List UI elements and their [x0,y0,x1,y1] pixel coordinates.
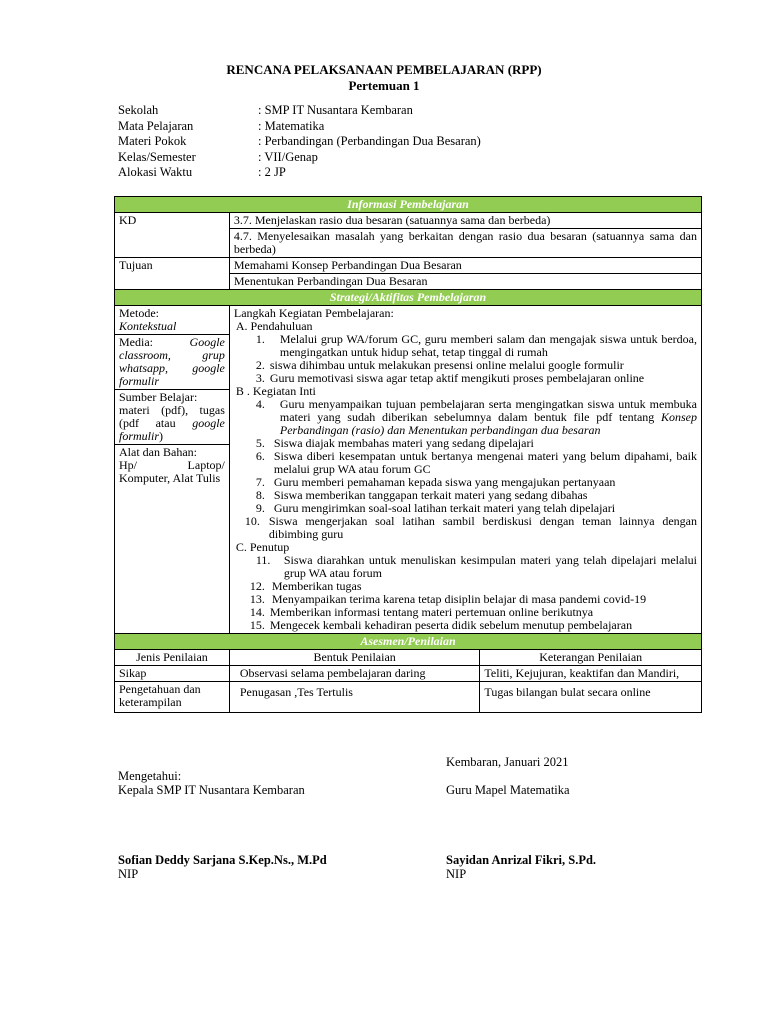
left-nip: NIP [118,867,139,881]
section-penutup: C. Penutup [235,540,290,554]
alat-box [115,445,229,486]
step-number: 13. [249,592,265,606]
table-row [115,682,702,713]
step-number: 2. [255,358,265,372]
step-text: Memberikan tugas [271,579,362,593]
sumber-value-end: ) [159,429,164,443]
step-number: 4. [255,397,265,411]
step-text: Guru memotivasi siswa agar tetap aktif mengikuti proses pembelajaran online [269,371,645,385]
assessment-col-header: Keterangan Penilaian [480,650,702,666]
right-nip: NIP [446,867,467,881]
step-text: siswa dihimbau untuk melakukan presensi online melalui google formulir [269,358,624,372]
sumber-value-italic: google formulir [119,416,225,443]
step-text: Guru mengirimkan soal-soal latihan terkait materi yang telah dipelajari [273,501,616,515]
document-title: RENCANA PELAKSANAAN PEMBELAJARAN (RPP) [226,62,542,77]
table-row [115,666,702,682]
tujuan-item: Menentukan Perbandingan Dua Besaran [229,274,701,290]
step-item [234,333,697,359]
sumber-box [115,390,229,445]
identity-value: : 2 JP [258,165,286,179]
alat-value: Hp/ Laptop/ Komputer, Alat Tulis [119,458,225,485]
rpp-table [114,196,702,713]
tujuan-item: Memahami Konsep Perbandingan Dua Besaran [229,258,701,274]
identity-label: Sekolah [118,103,159,117]
identity-value: : Matematika [258,118,325,133]
identity-row [118,150,481,166]
step-number: 7. [255,475,265,489]
step-text: Guru memberi pemahaman kepada siswa yang mengajukan pertanyaan [273,475,616,489]
place-date: Kembaran, Januari 2021 [446,755,569,769]
step-item [234,515,697,541]
left-signer-name: Sofian Deddy Sarjana S.Kep.Ns., M.Pd [118,853,327,867]
step-number: 14. [249,605,265,619]
assessment-heading: Asesmen/Penilaian [115,634,702,650]
step-text: Siswa diarahkan untuk menuliskan kesimpulan materi yang telah dipelajari melalui grup WA atau forum [283,553,697,580]
assessment-cell: Sikap [115,666,230,682]
step-text: Menyampaikan terima karena tetap disiplin belajar di masa pandemi covid-19 [271,592,647,606]
identity-value: : SMP IT Nusantara Kembaran [258,103,413,117]
media-value: Google classroom, grup whatsapp, google formulir [119,335,225,388]
step-number: 15. [249,618,265,632]
step-number: 5. [255,436,265,450]
assessment-cell: Tugas bilangan bulat secara online [480,682,702,713]
sumber-label: Sumber Belajar: [119,390,198,404]
step-number: 12. [249,579,265,593]
identity-label: Kelas/Semester [118,149,196,164]
step-item [234,619,697,632]
identity-row [118,119,481,135]
identity-value: : Perbandingan (Perbandingan Dua Besaran) [258,134,481,148]
assessment-col-header: Bentuk Penilaian [229,650,480,666]
left-role: Kepala SMP IT Nusantara Kembaran [118,783,305,797]
step-number: 1. [255,332,265,346]
assessment-col-header: Jenis Penilaian [115,650,230,666]
strategy-heading: Strategi/Aktifitas Pembelajaran [115,290,702,306]
identity-block [118,103,481,181]
assessment-cell: Penugasan ,Tes Tertulis [229,682,480,713]
step-number: 6. [255,449,265,463]
metode-label: Metode: [119,306,159,320]
metode-box [115,306,229,335]
mengetahui-label: Mengetahui: [118,769,182,783]
step-text: Melalui grup WA/forum GC, guru memberi salam dan mengajak siswa untuk berdoa, mengingatkan untuk hidup sehat, tetap tinggal di rumah [279,332,697,359]
assessment-cell: Teliti, Kejujuran, keaktifan dan Mandiri, [480,666,702,682]
step-number: 10. [244,514,260,528]
steps-title: Langkah Kegiatan Pembelajaran: [233,306,394,320]
step-text: Siswa mengerjakan soal latihan sambil berdiskusi dengan teman lainnya dengan dibimbing guru [268,514,697,541]
document-subtitle: Pertemuan 1 [348,78,420,93]
assessment-cell: Pengetahuan dan keterampilan [115,682,230,713]
metode-value: Kontekstual [119,319,177,333]
right-role: Guru Mapel Matematika [446,783,570,797]
media-box [115,335,229,390]
step-text: Siswa diberi kesempatan untuk bertanya mengenai materi yang belum dipahami, baik melalui grup WA atau forum GC [273,449,697,476]
sumber-value: materi (pdf), tugas (pdf atau [119,403,225,430]
identity-value: : VII/Genap [258,149,318,164]
step-text-italic: Konsep Perbandingan (rasio) dan Menentukan perbandingan dua besaran [279,410,697,437]
step-item [234,554,697,580]
kd-item: 4.7. Menyelesaikan masalah yang berkaitan dengan rasio dua besaran (satuannya sama dan berbeda) [229,229,701,258]
identity-row [118,134,481,150]
step-number: 8. [255,488,265,502]
step-text: Siswa memberikan tanggapan terkait materi yang sedang dibahas [273,488,588,502]
kd-item: 3.7. Menjelaskan rasio dua besaran (satuannya sama dan berbeda) [229,213,701,229]
step-item [234,398,697,437]
step-number: 9. [255,501,265,515]
alat-label: Alat dan Bahan: [119,445,197,459]
kd-label: KD [115,213,230,258]
identity-label: Materi Pokok [118,134,187,148]
section-kegiatan-inti: B . Kegiatan Inti [235,384,316,398]
strategy-left-column [115,306,230,634]
step-text: Siswa diajak membahas materi yang sedang dipelajari [273,436,534,450]
step-number: 11. [255,553,271,567]
step-item [234,450,697,476]
identity-row [118,103,481,119]
identity-label: Mata Pelajaran [118,118,194,133]
step-text [280,398,697,437]
right-signer-name: Sayidan Anrizal Fikri, S.Pd. [446,853,597,867]
media-label: Media: [119,335,153,349]
tujuan-label: Tujuan [115,258,230,290]
identity-label: Alokasi Waktu [118,165,193,179]
step-number: 3. [255,371,265,385]
assessment-cell: Observasi selama pembelajaran daring [229,666,480,682]
section-pendahuluan: A. Pendahuluan [235,319,313,333]
step-text: Mengecek kembali kehadiran peserta didik sebelum menutup pembelajaran [269,618,633,632]
step-text: Memberikan informasi tentang materi pertemuan online berikutnya [269,605,594,619]
identity-row [118,165,481,181]
step-text-plain: Guru menyampaikan tujuan pembelajaran serta mengingatkan siswa untuk membuka materi yang sudah diberikan sebelumnya dalam bentuk file pdf tentang [279,397,697,424]
info-heading: Informasi Pembelajaran [115,197,702,213]
steps-cell [229,306,701,634]
